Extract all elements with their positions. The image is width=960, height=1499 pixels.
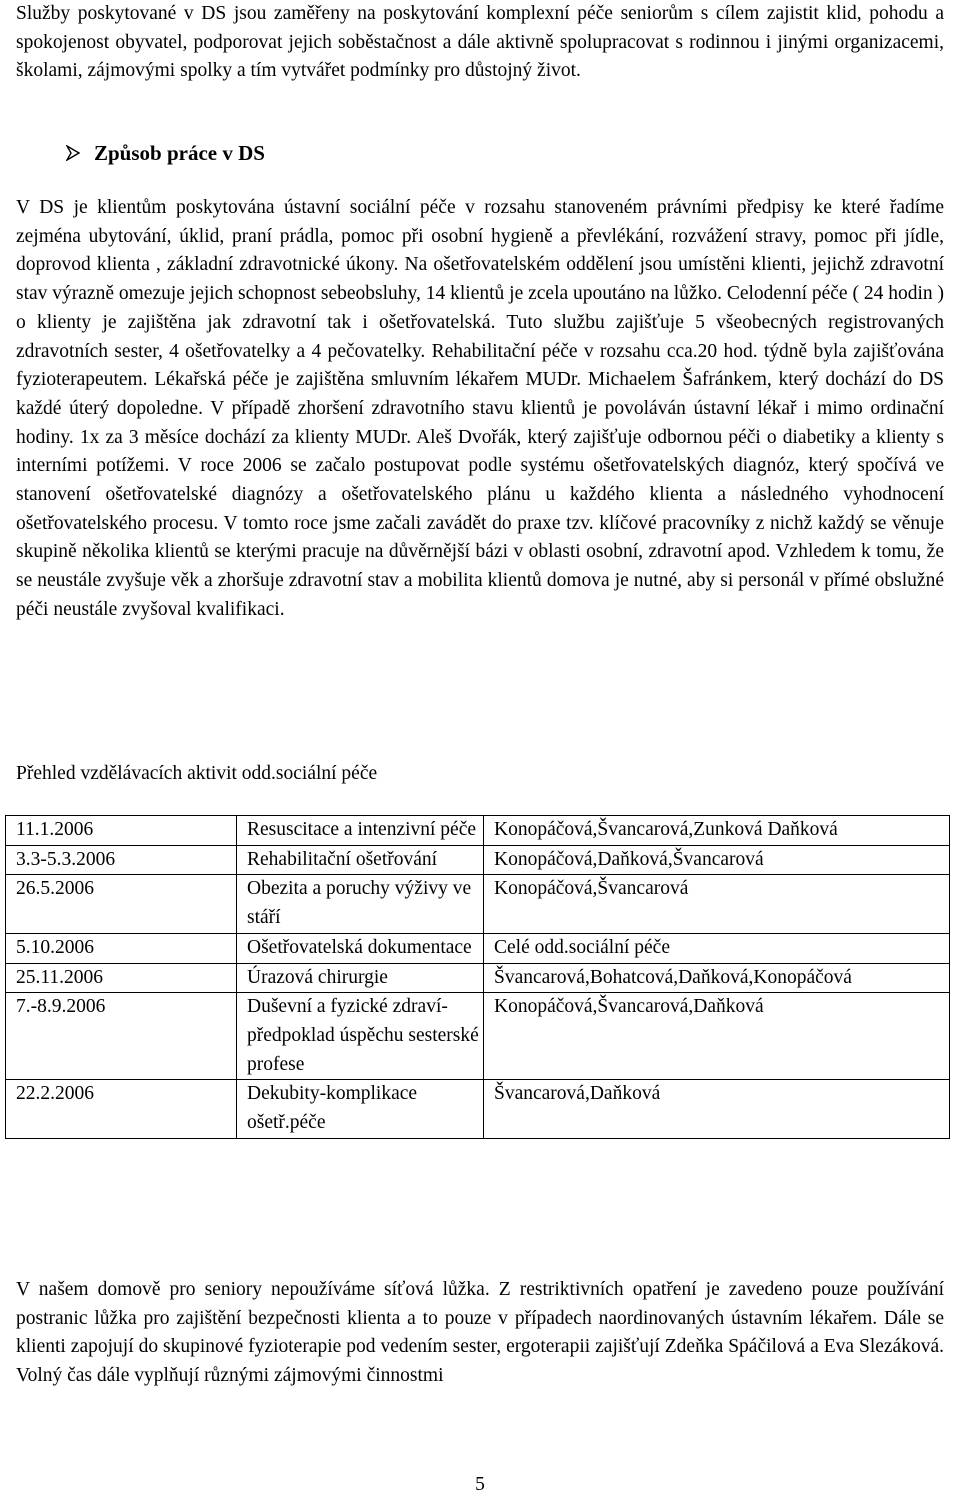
table-row bbox=[6, 993, 950, 1080]
participants-cell: Švancarová,Daňková bbox=[484, 1080, 950, 1138]
topic-cell: Resuscitace a intenzivní péče bbox=[237, 816, 484, 846]
participants-cell: Konopáčová,Švancarová,Zunková Daňková bbox=[484, 816, 950, 846]
participants-cell: Konopáčová,Švancarová,Daňková bbox=[484, 993, 950, 1080]
topic-cell: Ošetřovatelská dokumentace bbox=[237, 933, 484, 963]
table-row bbox=[6, 933, 950, 963]
topic-cell: Obezita a poruchy výživy ve stáří bbox=[237, 875, 484, 933]
table-row bbox=[6, 1080, 950, 1138]
overview-title: Přehled vzdělávacích aktivit odd.sociální péče bbox=[16, 763, 378, 784]
date-cell: 11.1.2006 bbox=[6, 816, 237, 846]
participants-cell: Konopáčová,Švancarová bbox=[484, 875, 950, 933]
table-row bbox=[6, 963, 950, 993]
date-cell: 3.3-5.3.2006 bbox=[6, 845, 237, 875]
date-cell: 25.11.2006 bbox=[6, 963, 237, 993]
topic-cell: Duševní a fyzické zdraví-předpoklad úspěchu sesterské profese bbox=[237, 993, 484, 1080]
page-number: 5 bbox=[475, 1474, 485, 1495]
section-heading-text: Způsob práce v DS bbox=[94, 141, 265, 165]
topic-cell: Rehabilitační ošetřování bbox=[237, 845, 484, 875]
closing-paragraph: V našem domově pro seniory nepoužíváme síťová lůžka. Z restriktivních opatření je zavedeno pouze používání postranic lůžka pro zajištění bezpečnosti klienta a to pouze v případech naordinovaných ústavním lékařem. Dále se klienti zapojují do skupinové fyzioterapie pod vedením sester, ergoterapii zajišťují Zdeňka Spáčilová a Eva Slezáková. Volný čas dále vyplňují různými zájmovými činnostmi bbox=[16, 1279, 944, 1387]
participants-cell: Konopáčová,Daňková,Švancarová bbox=[484, 845, 950, 875]
arrowhead-bullet-icon bbox=[66, 145, 80, 161]
topic-cell: Úrazová chirurgie bbox=[237, 963, 484, 993]
date-cell: 7.-8.9.2006 bbox=[6, 993, 237, 1080]
table-row bbox=[6, 845, 950, 875]
date-cell: 22.2.2006 bbox=[6, 1080, 237, 1138]
main-paragraph: V DS je klientům poskytována ústavní sociální péče v rozsahu stanoveném právními předpisy ke které řadíme zejména ubytování, úklid, praní prádla, pomoc při osobní hygieně a převlékání, rozvážení stravy, pomoc při jídle, doprovod klienta , základní zdravotnické úkony. Na ošetřovatelském oddělení jsou umístěni klienti, jejichž zdravotní stav výrazně omezuje jejich schopnost sebeobsluhy, 14 klientů je zcela upoutáno na lůžko. Celodenní péče ( 24 hodin ) o klienty je zajištěna jak zdravotní tak i ošetřovatelská. Tuto službu zajišťuje 5 všeobecných registrovaných zdravotních sester, 4 ošetřovatelky a 4 pečovatelky. Rehabilitační péče v rozsahu cca.20 hod. týdně byla zajišťována fyzioterapeutem. Lékařská péče je zajištěna smluvním lékařem MUDr. Michaelem Šafránkem, který dochází do DS každé úterý dopoledne. V případě zhoršení zdravotního stavu klientů je povoláván ústavní lékař i mimo ordinační hodiny. 1x za 3 měsíce dochází za klienty MUDr. Aleš Dvořák, který zajišťuje odbornou péči o diabetiky a klienty s interními potížemi. V roce 2006 se začalo postupovat podle systému ošetřovatelských diagnóz, který spočívá ve stanovení ošetřovatelské diagnózy a ošetřovatelského plánu u každého klienta a následného vyhodnocení ošetřovatelského procesu. V tomto roce jsme začali zavádět do praxe tzv. klíčové pracovníky z nichž každý se věnuje skupině několika klientů se kterými pracuje na důvěrnější bázi v oblasti osobní, zdravotní apod. Vzhledem k tomu, že se neustále zvyšuje věk a zhoršuje zdravotní stav a mobilita klientů domova je nutné, aby si personál v přímé obslužné péči neustále zvyšoval kvalifikaci. bbox=[16, 197, 944, 620]
date-cell: 5.10.2006 bbox=[6, 933, 237, 963]
table-row bbox=[6, 816, 950, 846]
intro-paragraph: Služby poskytované v DS jsou zaměřeny na poskytování komplexní péče seniorům s cílem zajistit klid, pohodu a spokojenost obyvatel, podporovat jejich soběstačnost a dále aktivně spolupracovat s rodinnou i jinými organizacemi, školami, zájmovými spolky a tím vytvářet podmínky pro důstojný život. bbox=[16, 3, 944, 82]
section-heading bbox=[66, 138, 265, 168]
participants-cell: Švancarová,Bohatcová,Daňková,Konopáčová bbox=[484, 963, 950, 993]
table-row bbox=[6, 875, 950, 933]
education-table bbox=[5, 815, 950, 1139]
topic-cell: Dekubity-komplikace ošetř.péče bbox=[237, 1080, 484, 1138]
date-cell: 26.5.2006 bbox=[6, 875, 237, 933]
participants-cell: Celé odd.sociální péče bbox=[484, 933, 950, 963]
